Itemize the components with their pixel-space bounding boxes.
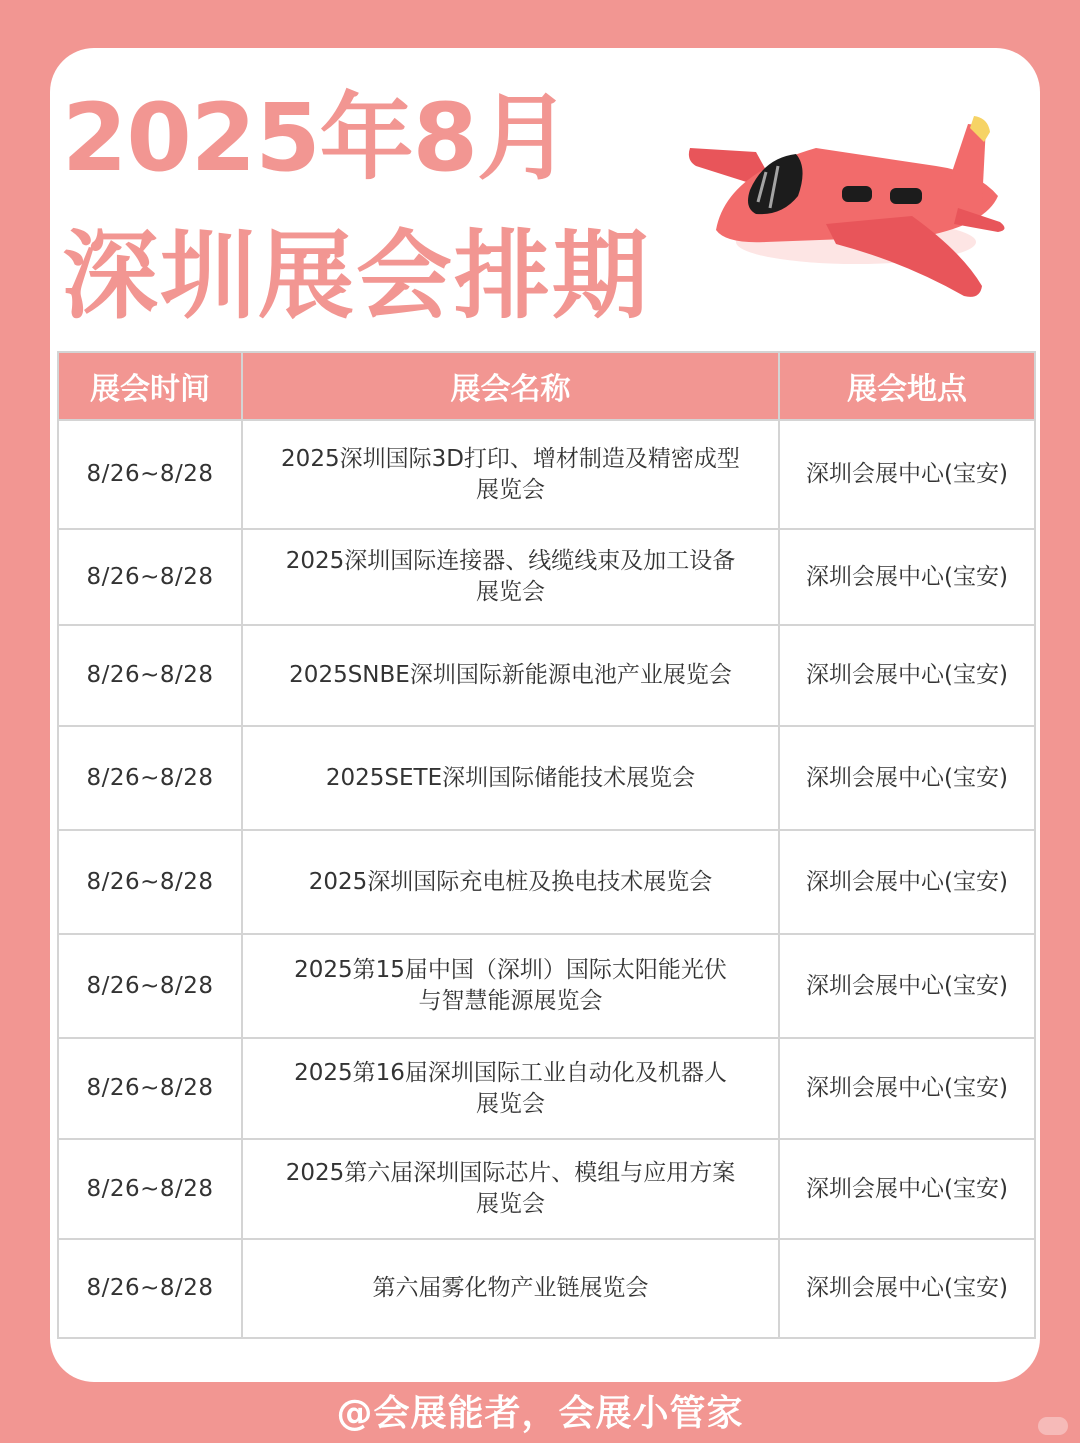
- cell-date: 8/26~8/28: [58, 1038, 242, 1139]
- cell-date: 8/26~8/28: [58, 1139, 242, 1239]
- header-venue: 展会地点: [779, 352, 1035, 420]
- cell-venue: 深圳会展中心(宝安): [779, 726, 1035, 830]
- cell-name: [242, 934, 779, 1038]
- cell-date: 8/26~8/28: [58, 529, 242, 625]
- table-row: [58, 934, 1035, 1038]
- cell-venue: 深圳会展中心(宝安): [779, 625, 1035, 726]
- cell-name: [242, 625, 779, 726]
- airplane-icon: [686, 112, 1016, 312]
- cell-name: [242, 529, 779, 625]
- cell-name-line: 2025SETE深圳国际储能技术展览会: [325, 764, 696, 791]
- cell-name: [242, 830, 779, 934]
- cell-venue: 深圳会展中心(宝安): [779, 1139, 1035, 1239]
- cell-name-line: 2025第六届深圳国际芯片、模组与应用方案: [285, 1160, 736, 1186]
- cell-date: 8/26~8/28: [58, 830, 242, 934]
- cell-venue: 深圳会展中心(宝安): [779, 420, 1035, 529]
- cell-name-line: 2025深圳国际连接器、线缆线束及加工设备: [285, 548, 736, 574]
- cell-name: [242, 1139, 779, 1239]
- watermark-badge: [1038, 1417, 1068, 1435]
- cell-name-line: 与智慧能源展览会: [418, 988, 603, 1014]
- table-row: [58, 830, 1035, 934]
- cell-name-line: 展览会: [476, 476, 545, 503]
- cell-venue: 深圳会展中心(宝安): [779, 529, 1035, 625]
- cell-date: 8/26~8/28: [58, 1239, 242, 1338]
- table-row: [58, 726, 1035, 830]
- cell-name-line: 2025第15届中国（深圳）国际太阳能光伏: [294, 957, 727, 983]
- table-row: [58, 529, 1035, 625]
- header-date: 展会时间: [58, 352, 242, 420]
- cell-venue: 深圳会展中心(宝安): [779, 1038, 1035, 1139]
- cell-name-line: 2025深圳国际充电桩及换电技术展览会: [308, 868, 713, 895]
- table-row: [58, 625, 1035, 726]
- cell-date: 8/26~8/28: [58, 625, 242, 726]
- page-title-line2: 深圳展会排期: [62, 220, 650, 332]
- cell-name-line: 2025深圳国际3D打印、增材制造及精密成型: [281, 445, 740, 472]
- cell-name-line: 2025SNBE深圳国际新能源电池产业展览会: [289, 662, 732, 688]
- cell-name: [242, 1239, 779, 1338]
- cell-venue: 深圳会展中心(宝安): [779, 934, 1035, 1038]
- cell-name-line: 展览会: [476, 1191, 545, 1217]
- table-row: [58, 1139, 1035, 1239]
- cell-name-line: 展览会: [476, 1090, 545, 1117]
- page-title-line1: 2025年8月: [62, 84, 571, 193]
- cell-date: 8/26~8/28: [58, 726, 242, 830]
- table-header-row: [58, 352, 1035, 420]
- cell-name: [242, 420, 779, 529]
- cell-name-line: 第六届雾化物产业链展览会: [372, 1275, 649, 1301]
- cell-name-line: 展览会: [476, 579, 545, 605]
- header-name: 展会名称: [242, 352, 779, 420]
- cell-name: [242, 726, 779, 830]
- cell-venue: 深圳会展中心(宝安): [779, 830, 1035, 934]
- cell-date: 8/26~8/28: [58, 420, 242, 529]
- table-row: [58, 420, 1035, 529]
- cell-venue: 深圳会展中心(宝安): [779, 1239, 1035, 1338]
- exhibition-schedule-table: [57, 351, 1036, 1339]
- cell-name-line: 2025第16届深圳国际工业自动化及机器人: [294, 1059, 727, 1086]
- table-row: [58, 1038, 1035, 1139]
- table-row: [58, 1239, 1035, 1338]
- footer-caption: @会展能者，会展小管家: [336, 1393, 744, 1434]
- cell-date: 8/26~8/28: [58, 934, 242, 1038]
- cell-name: [242, 1038, 779, 1139]
